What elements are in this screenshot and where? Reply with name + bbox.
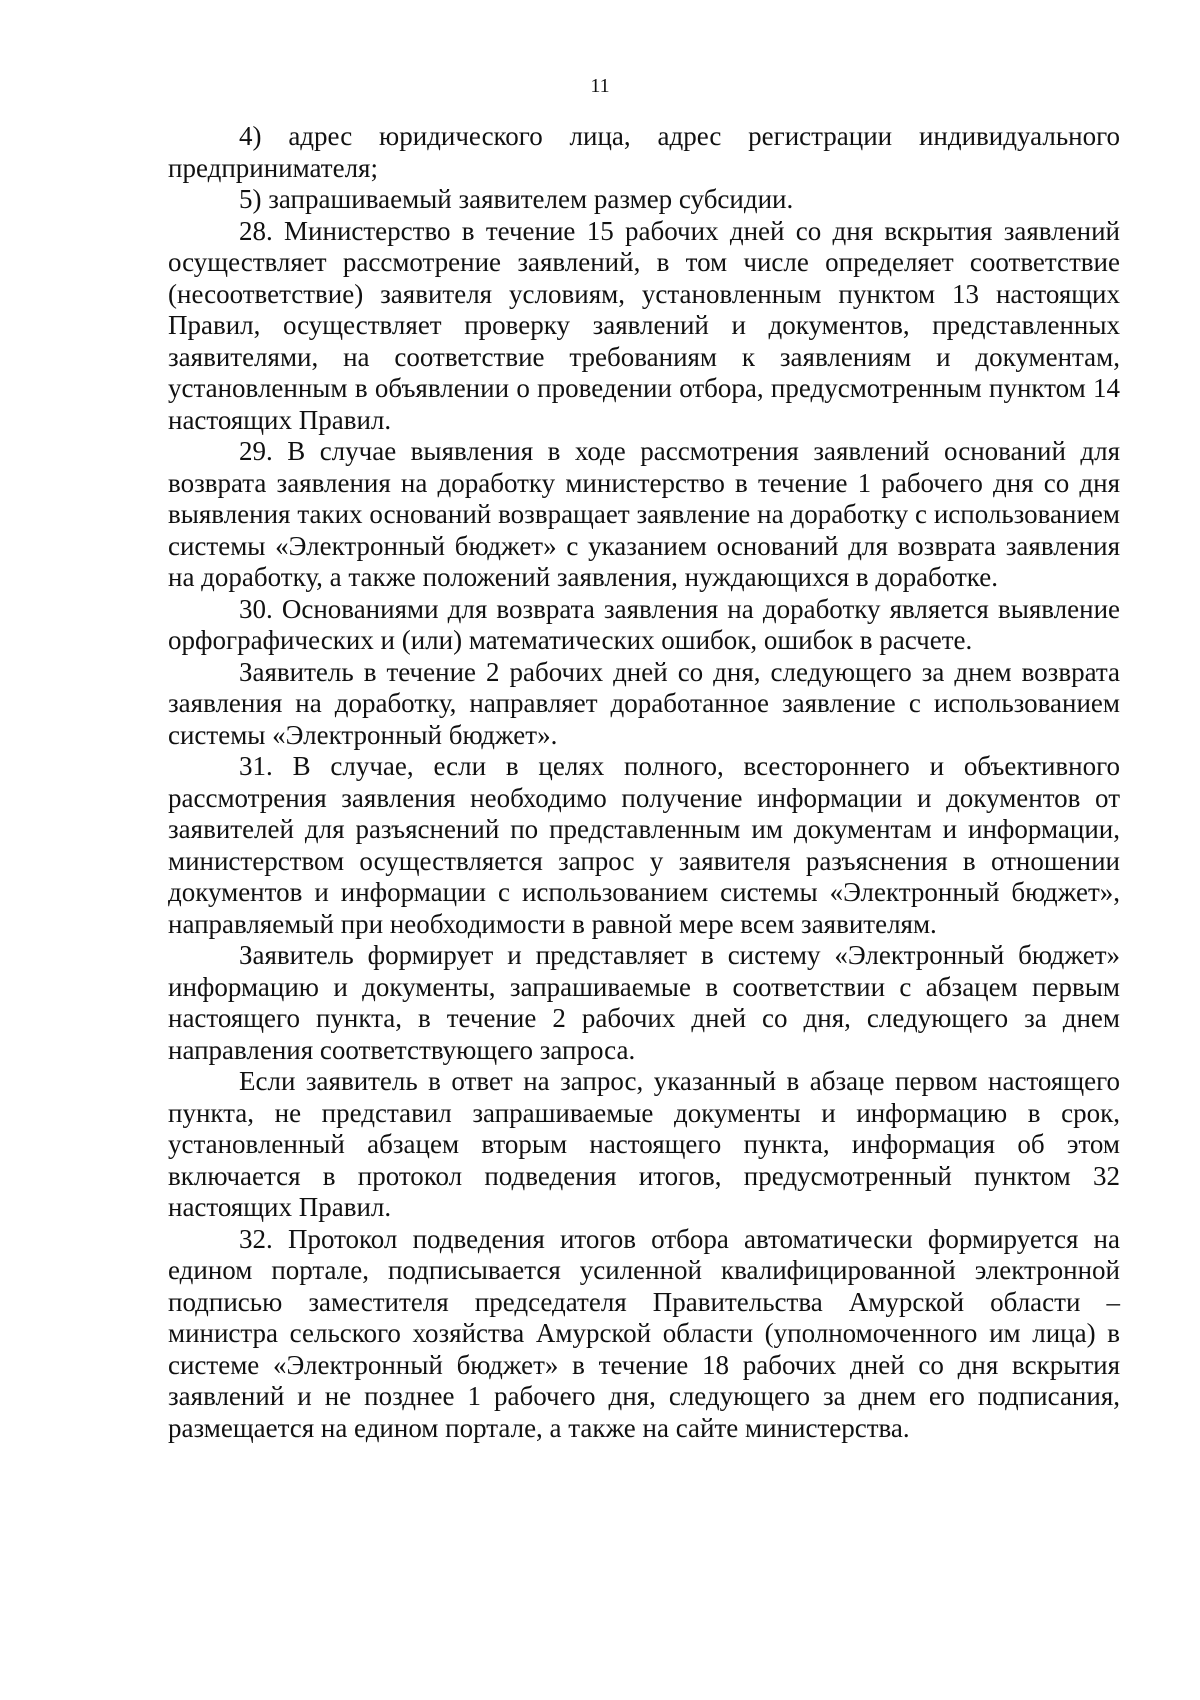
paragraph-item-4: 4) адрес юридического лица, адрес регистрации индивидуального предпринимателя; xyxy=(168,121,1120,183)
paragraph-28: 28. Министерство в течение 15 рабочих дней со дня вскрытия заявлений осуществляет рассмотрение заявлений, в том числе определяет соответствие (несоответствие) заявителя условиям, установленным пунктом 13 настоящих Правил, осуществляет проверку заявлений и документов, представленных заявителями, на соответствие требованиям к заявлениям и документам, установленным в объявлении о проведении отбора, предусмотренным пунктом 14 настоящих Правил. xyxy=(168,215,1120,435)
paragraph-item-5: 5) запрашиваемый заявителем размер субсидии. xyxy=(239,184,794,214)
document-body xyxy=(168,121,1120,1444)
paragraph-30: 30. Основаниями для возврата заявления на доработку является выявление орфографических и (или) математических ошибок, ошибок в расчете. xyxy=(168,593,1120,655)
paragraph-31-third: Если заявитель в ответ на запрос, указанный в абзаце первом настоящего пункта, не представил запрашиваемые документы и информацию в срок, установленный абзацем вторым настоящего пункта, информация об этом включается в протокол подведения итогов, предусмотренный пунктом 32 настоящих Правил. xyxy=(168,1066,1120,1222)
paragraph-29: 29. В случае выявления в ходе рассмотрения заявлений оснований для возврата заявления на доработку министерство в течение 1 рабочего дня со дня выявления таких оснований возвращает заявление на доработку с использованием системы «Электронный бюджет» с указанием оснований для возврата заявления на доработку, а также положений заявления, нуждающихся в доработке. xyxy=(168,436,1120,592)
paragraph-31-second: Заявитель формирует и представляет в систему «Электронный бюджет» информацию и документы, запрашиваемые в соответствии с абзацем первым настоящего пункта, в течение 2 рабочих дней со дня, следующего за днем направления соответствующего запроса. xyxy=(168,940,1120,1065)
page-number: 11 xyxy=(590,75,610,97)
paragraph-30-continued: Заявитель в течение 2 рабочих дней со дня, следующего за днем возврата заявления на доработку, направляет доработанное заявление с использованием системы «Электронный бюджет». xyxy=(168,656,1120,750)
paragraph-31: 31. В случае, если в целях полного, всестороннего и объективного рассмотрения заявления необходимо получение информации и документов от заявителей для разъяснений по представленным им документам и информации, министерством осуществляется запрос у заявителя разъяснения в отношении документов и информации с использованием системы «Электронный бюджет», направляемый при необходимости в равной мере всем заявителям. xyxy=(168,751,1120,939)
paragraph-32: 32. Протокол подведения итогов отбора автоматически формируется на едином портале, подписывается усиленной квалифицированной электронной подписью заместителя председателя Правительства Амурской области – министра сельского хозяйства Амурской области (уполномоченного им лица) в системе «Электронный бюджет» в течение 18 рабочих дней со дня вскрытия заявлений и не позднее 1 рабочего дня, следующего за днем его подписания, размещается на едином портале, а также на сайте министерства. xyxy=(168,1223,1120,1443)
